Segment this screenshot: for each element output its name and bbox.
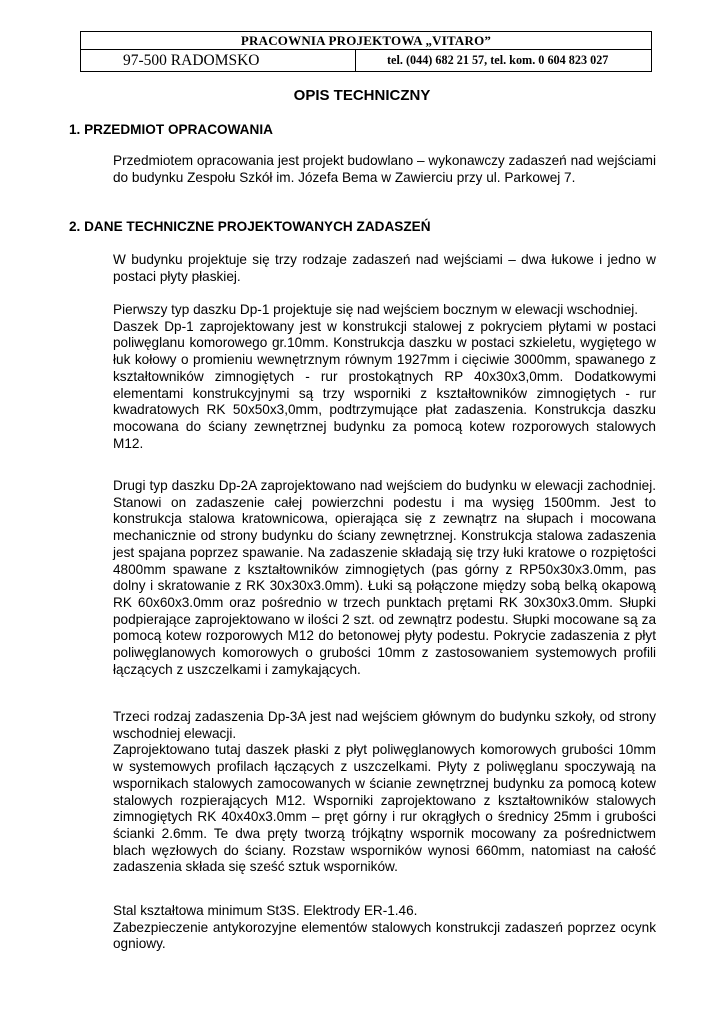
material-paragraph xyxy=(113,903,656,953)
header-table xyxy=(80,31,652,72)
company-city: 97-500 RADOMSKO xyxy=(81,50,356,72)
paragraph: Zaprojektowano tutaj daszek płaski z płyt poliwęglanowych komorowych grubości 10mm w systemowych profilach łączących z uszczelkami. Płyty z poliwęglanu spoczywają na wspornikach stalowych zamocowanych w ścianie zewnętrznej budynku za pomocą kotew stalowych rozpierających M12. Wsporniki zaprojektowano z kształtowników stalowych zimnogiętych RK 40x40x3.0mm – pręt górny i rur okrągłych o średnicy 25mm i grubości ścianki 2.6mm. Te dwa pręty tworzą trójkątny wspornik mocowany za pośrednictwem blach węzłowych do ściany. Rozstaw wsporników wynosi 660mm, natomiast na całość zadaszenia składa się sześć sztuk wsporników. xyxy=(113,742,656,875)
paragraph: Drugi typ daszku Dp-2A zaprojektowano nad wejściem do budynku w elewacji zachodniej. Stanowi on zadaszenie całej powierzchni podestu i ma wysięg 1500mm. Jest to konstrukcja stalowa kratownicowa, opierająca się z zewnątrz na słupach i mocowana mechanicznie od strony budynku do ściany zewnętrznej. Konstrukcja stalowa zadaszenia jest spajana poprzez spawanie. Na zadaszenie składają się trzy łuki kratowe o rozpiętości 4800mm spawane z kształtowników zimnogiętych (pas górny z RP50x30x3.0mm, pas dolny i skratowanie z RK 30x30x3.0mm). Łuki są połączone między sobą belką okapową RK 60x60x3.0mm oraz pośrednio w trzech punktach prętami RK 30x30x3.0mm. Słupki podpierające zaprojektowano w ilości 2 szt. od zewnątrz podestu. Słupki mocowane są za pomocą kotew rozporowych M12 do betonowej płyty podestu. Pokrycie zadaszenia z płyt poliwęglanowych komorowych o grubości 10mm z zastosowaniem systemowych profili łączących z uszczelkami i zamykających. xyxy=(113,478,656,677)
company-name: PRACOWNIA PROJEKTOWA „VITARO” xyxy=(81,32,652,50)
dp2-paragraph xyxy=(113,478,656,678)
section-1-heading: 1. PRZEDMIOT OPRACOWANIA xyxy=(69,122,273,137)
intro-paragraph xyxy=(113,252,656,285)
paragraph: Pierwszy typ daszku Dp-1 projektuje się nad wejściem bocznym w elewacji wschodniej. xyxy=(113,302,639,317)
paragraph: Daszek Dp-1 zaprojektowany jest w konstrukcji stalowej z pokryciem płytami w postaci poliwęglanu komorowego gr.10mm. Konstrukcja daszku w postaci szkieletu, wygiętego w łuk kołowy o promieniu wewnętrznym równym 1927mm i cięciwie 3000mm, spawanego z kształtowników zimnogiętych - rur prostokątnych RP 40x30x3,0mm. Dodatkowymi elementami konstrukcyjnymi są trzy wsporniki z kształtowników zimnogiętych - rur kwadratowych RK 50x50x3,0mm, podtrzymujące płat zadaszenia. Konstrukcja daszku mocowana do ściany zewnętrznej budynku za pomocą kotew rozporowych stalowych M12. xyxy=(113,318,656,451)
paragraph: Trzeci rodzaj zadaszenia Dp-3A jest nad wejściem głównym do budynku szkoły, od strony wschodniej elewacji. xyxy=(113,709,656,741)
paragraph: Zabezpieczenie antykorozyjne elementów stalowych konstrukcji zadaszeń poprzez ocynk ogniowy. xyxy=(113,919,656,952)
section-2-heading: 2. DANE TECHNICZNE PROJEKTOWANYCH ZADASZEŃ xyxy=(69,219,431,234)
section-1-text xyxy=(113,153,656,186)
document-title: OPIS TECHNICZNY xyxy=(293,87,431,104)
company-phone: tel. (044) 682 21 57, tel. kom. 0 604 823 027 xyxy=(356,50,652,72)
dp3-paragraph xyxy=(113,709,656,876)
dp1-paragraph xyxy=(113,302,656,452)
paragraph: Stal kształtowa minimum St3S. Elektrody ER-1.46. xyxy=(113,903,418,918)
paragraph: Przedmiotem opracowania jest projekt budowlano – wykonawczy zadaszeń nad wejściami do budynku Zespołu Szkół im. Józefa Bema w Zawierciu przy ul. Parkowej 7. xyxy=(113,153,656,185)
paragraph: W budynku projektuje się trzy rodzaje zadaszeń nad wejściami – dwa łukowe i jedno w postaci płyty płaskiej. xyxy=(113,252,656,284)
